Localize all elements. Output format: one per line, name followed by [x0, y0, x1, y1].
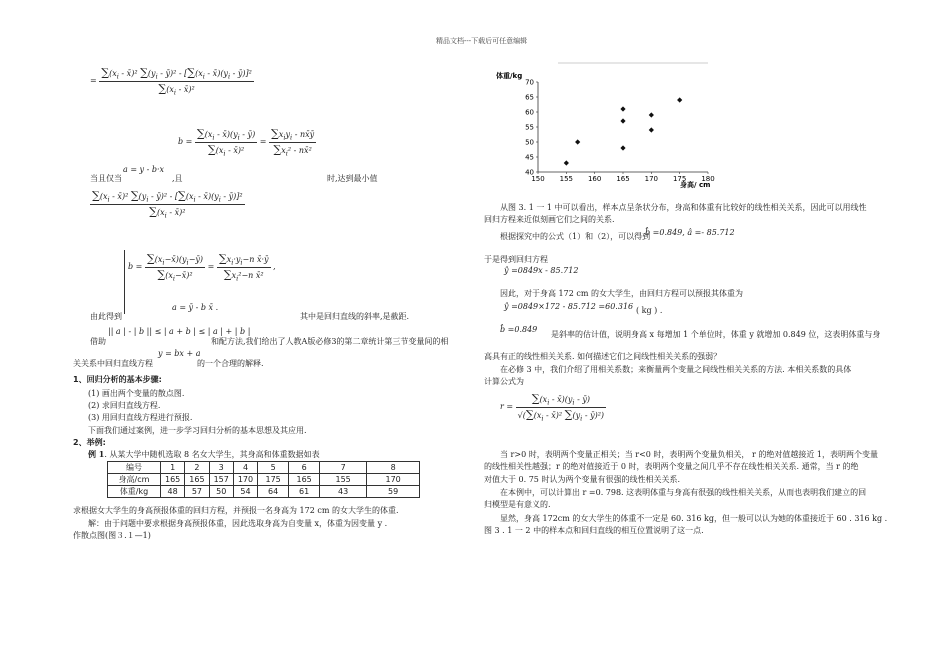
table-cell: 4	[233, 462, 257, 474]
chart-y-tick-label: 65	[525, 93, 534, 102]
right-p1: 从图 3. 1 一 1 中可以看出，样本点呈条状分布，身高和体重有比较好的线性相关关系，因此可以用线性	[500, 203, 867, 212]
borrow-text: 借助	[90, 337, 106, 346]
right-p3: 于是得到回归方程	[484, 255, 548, 264]
borrow-line2-text: 关关系中回归直线方程	[73, 359, 153, 368]
from-which-text: 由此得到	[90, 312, 122, 321]
borrow-line2-end-text: 的一个合理的解释.	[197, 359, 264, 368]
chart-point	[620, 106, 625, 111]
example-label: 例 1	[88, 449, 105, 459]
table-cell: 体重/kg	[108, 486, 161, 498]
chart-x-tick-label: 180	[701, 175, 715, 183]
table-cell: 编号	[108, 462, 161, 474]
chart-xlabel: 身高/ cm	[680, 181, 711, 189]
right-p8b: 归模型是有意义的.	[484, 500, 551, 509]
right-p3-equation: ŷ =0849x - 85.712	[504, 266, 579, 275]
table-cell: 61	[289, 486, 320, 498]
right-p5-equation: b̂ =0.849	[500, 325, 538, 334]
when-text: 当且仅当	[90, 174, 122, 183]
table-cell: 59	[367, 486, 420, 498]
scatter-instruction-text: 作散点图(图３.１—1)	[73, 531, 151, 540]
table-cell: 2	[185, 462, 209, 474]
chart-y-tick-label: 70	[525, 78, 534, 87]
table-cell: 7	[320, 462, 367, 474]
example-text	[88, 449, 320, 460]
section-example-heading: 2、举例:	[73, 438, 106, 447]
table-cell: 48	[161, 486, 185, 498]
chart-point	[564, 160, 569, 165]
after-table-text: 求根据女大学生的身高预报体重的回归方程，并预报一名身高为 172 cm 的女大学生的体重.	[73, 506, 399, 515]
table-cell: 5	[258, 462, 289, 474]
right-p2-values: b̂ =0.849, â =- 85.712	[645, 228, 735, 237]
chart-y-tick-label: 45	[525, 153, 534, 162]
right-p6b: 计算公式为	[484, 377, 524, 386]
formula-min-value: $\frac{\sum(x_i - x̄)^2 \sum(y_i - ȳ)^2 - [\sum(x_i - x̄)(y_i - ȳ)]^2}{\sum(x_i - x̄)^2}$	[92, 189, 243, 220]
table-cell: 50	[209, 486, 233, 498]
formula-inequality: || a | - | b || ≤ | a + b | ≤ | a | + | b |	[108, 327, 251, 336]
table-row	[108, 462, 420, 474]
formula-a-eq: a = y - b·x	[123, 165, 165, 174]
chart-x-tick-label: 170	[644, 175, 659, 183]
chart-point	[677, 97, 682, 102]
table-cell: 165	[185, 474, 209, 486]
table-cell: 54	[233, 486, 257, 498]
table-cell: 1	[161, 462, 185, 474]
solution-text: 解：由于问题中要求根据身高预报体重，因此选取身高为自变量 x，体重为因变量 y .	[88, 519, 388, 528]
table-cell: 170	[233, 474, 257, 486]
table-cell: 165	[289, 474, 320, 486]
table-cell: 43	[320, 486, 367, 498]
chart-point	[620, 118, 625, 123]
chart-x-tick-label: 165	[616, 175, 630, 183]
chart-x-tick-label: 150	[531, 175, 545, 183]
chart-y-tick-label: 50	[525, 138, 534, 147]
table-cell: 57	[185, 486, 209, 498]
step-1: (1) 画出两个变量的散点图.	[88, 389, 185, 398]
borrow-end-text: 和配方法,我们给出了人教A版必修3的第二章统计第三节变量间的相	[211, 337, 449, 346]
section-steps-heading: 1、回归分析的基本步骤:	[73, 375, 162, 384]
from-which-end-text: 其中是回归直线的斜率,是截距.	[300, 312, 410, 321]
step-2: (2) 求回归直线方程.	[88, 401, 161, 410]
chart-point	[575, 139, 580, 144]
table-row	[108, 474, 420, 486]
table-cell: 170	[367, 474, 420, 486]
right-p7: 当 r>0 时，表明两个变量正相关；当 r<0 时，表明两个变量负相关， r 的绝对值越接近 1，表明两个变量	[500, 450, 878, 459]
right-p1b: 回归方程来近似刻画它们之间的关系.	[484, 215, 615, 224]
when-and-text: ,且	[172, 174, 183, 183]
when-end-text: 时,达到最小值	[327, 174, 378, 183]
chart-point	[649, 127, 654, 132]
chart-y-tick-label: 40	[525, 168, 534, 177]
right-p7c: 对值大于 0. 75 时认为两个变量有很强的线性相关关系.	[484, 475, 680, 484]
table-cell: 157	[209, 474, 233, 486]
chart-x-tick-label: 175	[672, 175, 687, 183]
formula-system-b: b = $\frac{\sum(x_i-x̄)(y_i-ȳ)}{\sum(x_i-x̄)^2}$ = $\frac{\sum x_i\cdot y_i-n x̄\cdot ȳ}{\sum x_i^2-n x̄^2}$ ,	[128, 252, 276, 283]
right-p4-equation: ŷ =0849×172 - 85.712 =60.316	[504, 302, 634, 311]
table-cell: 165	[161, 474, 185, 486]
chart-y-tick-label: 60	[525, 108, 534, 117]
right-p5: 是斜率的估计值，说明身高 x 每增加 1 个单位时，体重 y 就增加 0.849 位，这表明体重与身	[551, 330, 881, 339]
chart-point	[649, 112, 654, 117]
intro-text: 下面我们通过案例，进一步学习回归分析的基本思想及其应用.	[88, 426, 307, 435]
right-p4-unit: ( kg ) .	[636, 306, 663, 315]
right-p7b: 的线性相关性越强；r 的绝对值接近于 0 时，表明两个变量之间几乎不存在线性相关关系. 通常，当 r 的绝	[484, 462, 859, 471]
right-p9b: 图 3 . 1 一 2 中的样本点和回归直线的相互位置说明了这一点.	[484, 526, 704, 535]
right-p6: 在必修 3 中，我们介绍了用相关系数；来衡量两个变量之间线性相关关系的方法. 本相关系数的具体	[500, 365, 852, 374]
example-description: . 从某大学中随机选取 8 名女大学生，其身高和体重数据如表	[104, 450, 320, 459]
table-cell: 身高/cm	[108, 474, 161, 486]
right-p2: 根据探究中的公式（1）和（2），可以得到	[500, 232, 651, 241]
scatter-chart	[494, 60, 724, 190]
page-header: 精品文档---下载后可任意编辑	[436, 37, 528, 45]
chart-y-tick-label: 55	[525, 123, 534, 132]
table-cell: 64	[258, 486, 289, 498]
chart-x-tick-label: 160	[587, 175, 602, 183]
formula-line-eq: y = bx + a	[158, 349, 201, 358]
table-row	[108, 486, 420, 498]
step-3: (3) 用回归直线方程进行预报.	[88, 413, 193, 422]
right-p5b: 高具有正的线性相关关系. 如何描述它们之间线性相关关系的强弱？	[484, 352, 722, 361]
formula-b-def: b = $\frac{\sum(x_i - x̄)(y_i - ȳ)}{\sum(x_i - x̄)^2}$ = $\frac{\sum x_iy_i - nx̄ȳ}{\sum x_i^2 - nx̄^2}$	[178, 127, 315, 158]
right-p8: 在本例中，可以计算出 r =0. 798. 这表明体重与身高有很强的线性相关关系，从而也表明我们建立的回	[500, 488, 867, 497]
right-p4: 因此，对于身高 172 cm 的女大学生，由回归方程可以预报其体重为	[500, 289, 743, 298]
chart-point	[620, 145, 625, 150]
data-table	[107, 461, 420, 498]
table-cell: 3	[209, 462, 233, 474]
table-cell: 6	[289, 462, 320, 474]
chart-axes	[538, 82, 708, 172]
table-cell: 155	[320, 474, 367, 486]
table-cell: 175	[258, 474, 289, 486]
table-cell: 8	[367, 462, 420, 474]
system-brace	[124, 250, 125, 314]
chart-x-tick-label: 155	[559, 175, 574, 183]
right-p9: 显然，身高 172cm 的女大学生的体重不一定是 60. 316 kg，但一般可以认为她的体重接近于 60 . 316 kg .	[500, 514, 888, 523]
chart-y-ticks	[525, 79, 538, 177]
formula-expanded-q: = $\frac{\sum(x_i - x̄)^2 \sum(y_i - ȳ)^2 - [\sum(x_i - x̄)(y_i - ȳ)]^2}{\sum(x_i - x̄)^2}$	[90, 66, 252, 97]
formula-correlation: r = $\frac{\sum(x_i - x̄)(y_i - ȳ)}{√(\sum(x_i - x̄)^2 \sum(y_i - ȳ)^2)}$	[500, 392, 605, 423]
formula-system-a: a = ȳ - b x̄ .	[172, 303, 219, 312]
chart-points	[564, 97, 683, 165]
chart-ylabel: 体重/kg	[496, 72, 523, 80]
